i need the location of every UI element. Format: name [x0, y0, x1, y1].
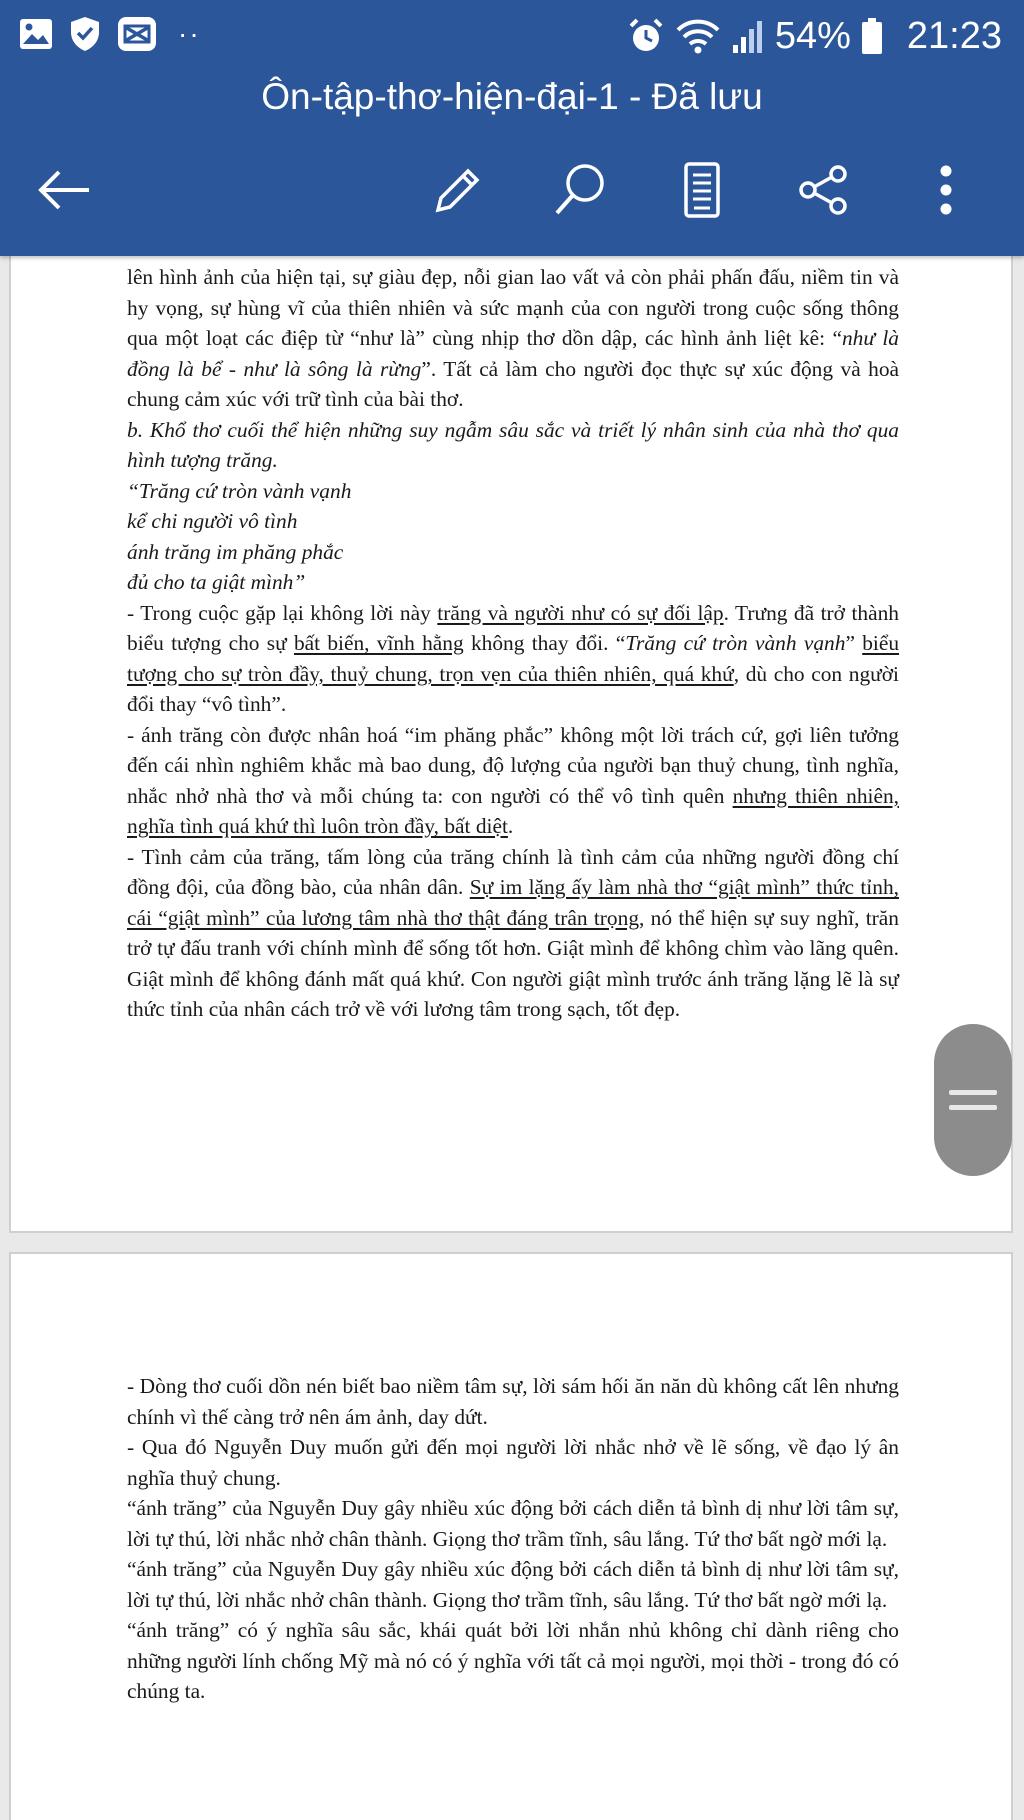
page-1-text: [127, 262, 899, 1025]
reading-view-icon: [682, 161, 722, 219]
app-header: [0, 0, 1024, 256]
document-page-2: [9, 1252, 1013, 1820]
paragraph: - Trong cuộc gặp lại không lời này trăng và người như có sự đối lập. Trưng đã trở thành biểu tượng cho sự bất biến, vĩnh hằng không thay đổi. “Trăng cứ tròn vành vạnh” biểu tượng cho sự tròn đầy, thuỷ chung, trọn vẹn của thiên nhiên, quá khứ, dù cho con người đổi thay “vô tình”.: [127, 600, 900, 716]
paragraph: “ánh trăng” của Nguyễn Duy gây nhiều xúc động bởi cách diễn tả bình dị như lời tâm sự, lời tự thú, lời nhắc nhở chân thành. Giọng thơ trầm tĩnh, sâu lắng. Tứ thơ bất ngờ mới lạ.: [127, 1557, 899, 1612]
handle-grip-line: [949, 1105, 997, 1110]
paragraph-heading-b: b. Khổ thơ cuối thể hiện những suy ngẫm sâu sắc và triết lý nhân sinh của nhà thơ qua hình tượng trăng.: [127, 417, 899, 472]
image-icon: [18, 16, 54, 52]
mail-box-icon: [116, 15, 158, 53]
poem-line: ánh trăng im phăng phắc: [127, 539, 344, 564]
poem-line: đủ cho ta giật mình”: [127, 570, 306, 594]
clock: 21:23: [906, 15, 1002, 57]
battery-percent: 54%: [774, 15, 851, 57]
back-button[interactable]: [24, 150, 104, 230]
share-icon: [796, 162, 852, 218]
toolbar: [0, 150, 1024, 230]
document-title: Ôn-tập-thơ-hiện-đại-1 - Đã lưu: [261, 76, 763, 117]
shield-check-icon: [68, 15, 102, 53]
share-button[interactable]: [784, 150, 864, 230]
reading-view-button[interactable]: [662, 150, 742, 230]
poem-line: kể chi người vô tình: [127, 509, 298, 533]
search-icon: [551, 161, 609, 219]
page-2-text: [127, 1371, 899, 1707]
paragraph: - Dòng thơ cuối dồn nén biết bao niềm tâm sự, lời sám hối ăn năn dù không cất lên nhưng chính vì thế càng trở nên ám ảnh, day dứt.: [127, 1374, 899, 1429]
more-options-button[interactable]: [906, 150, 986, 230]
paragraph: - Qua đó Nguyễn Duy muốn gửi đến mọi người lời nhắc nhở về lẽ sống, về đạo lý ân nghĩa thuỷ chung.: [127, 1435, 899, 1490]
battery-icon: [861, 17, 883, 55]
notification-dots: ··: [178, 18, 201, 49]
more-vert-icon: [938, 164, 954, 216]
paragraph: - Tình cảm của trăng, tấm lòng của trăng chính là tình cảm của những người đồng chí đồng đội, của đồng bào, của nhân dân. Sự im lặng ấy làm nhà thơ “giật mình” thức tỉnh, cái “giật mình” của lương tâm nhà thơ thật đáng trân trọng, nó thể hiện sự suy nghĩ, trăn trở tự đấu tranh với chính mình để sống tốt hơn. Giật mình để không chìm vào lãng quên. Giật mình để không đánh mất quá khứ. Con người giật mình trước ánh trăng lặng lẽ là sự thức tỉnh của nhân cách trở về với lương tâm trong sạch, tốt đẹp.: [127, 844, 899, 1021]
paragraph: “ánh trăng” có ý nghĩa sâu sắc, khái quát bởi lời nhắn nhủ không chỉ dành riêng cho những người lính chống Mỹ mà nó có ý nghĩa với tất cả mọi người, mọi thời - trong đó có chúng ta.: [127, 1618, 899, 1703]
back-arrow-icon: [35, 166, 93, 214]
alarm-icon: [627, 17, 665, 55]
paragraph: lên hình ảnh của hiện tại, sự giàu đẹp, nỗi gian lao vất vả còn phải phấn đấu, niềm tin và hy vọng, sự hùng vĩ của thiên nhiên và sức mạnh của con người trong cuộc sống thông qua một loạt các điệp từ “như là” cùng nhịp thơ dồn dập, các hình ảnh liệt kê: “như là đồng là bể - như là sông là rừng”. Tất cả làm cho người đọc thực sự xúc động và hoà chung cảm xúc với trữ tình của bài thơ.: [127, 265, 900, 411]
status-bar: [0, 0, 1024, 74]
signal-icon: [731, 17, 765, 55]
paragraph: “ánh trăng” của Nguyễn Duy gây nhiều xúc động bởi cách diễn tả bình dị như lời tâm sự, lời tự thú, lời nhắc nhở chân thành. Giọng thơ trầm tĩnh, sâu lắng. Tứ thơ bất ngờ mới lạ.: [127, 1496, 899, 1551]
paragraph: - ánh trăng còn được nhân hoá “im phăng phắc” không một lời trách cứ, gợi liên tưởng đến cái nhìn nghiêm khắc mà bao dung, độ lượng của người bạn thuỷ chung, tình nghĩa, nhắc nhở nhà thơ và mỗi chúng ta: con người có thể vô tình quên nhưng thiên nhiên, nghĩa tình quá khứ thì luôn tròn đầy, bất diệt.: [127, 722, 899, 838]
edit-button[interactable]: [418, 150, 498, 230]
poem-line: “Trăng cứ tròn vành vạnh: [127, 478, 352, 503]
fast-scroll-handle[interactable]: [934, 1024, 1012, 1176]
search-button[interactable]: [540, 150, 620, 230]
handle-grip-line: [949, 1090, 997, 1095]
wifi-icon: [675, 17, 721, 55]
pencil-icon: [430, 162, 486, 218]
document-page-1: [9, 200, 1013, 1233]
